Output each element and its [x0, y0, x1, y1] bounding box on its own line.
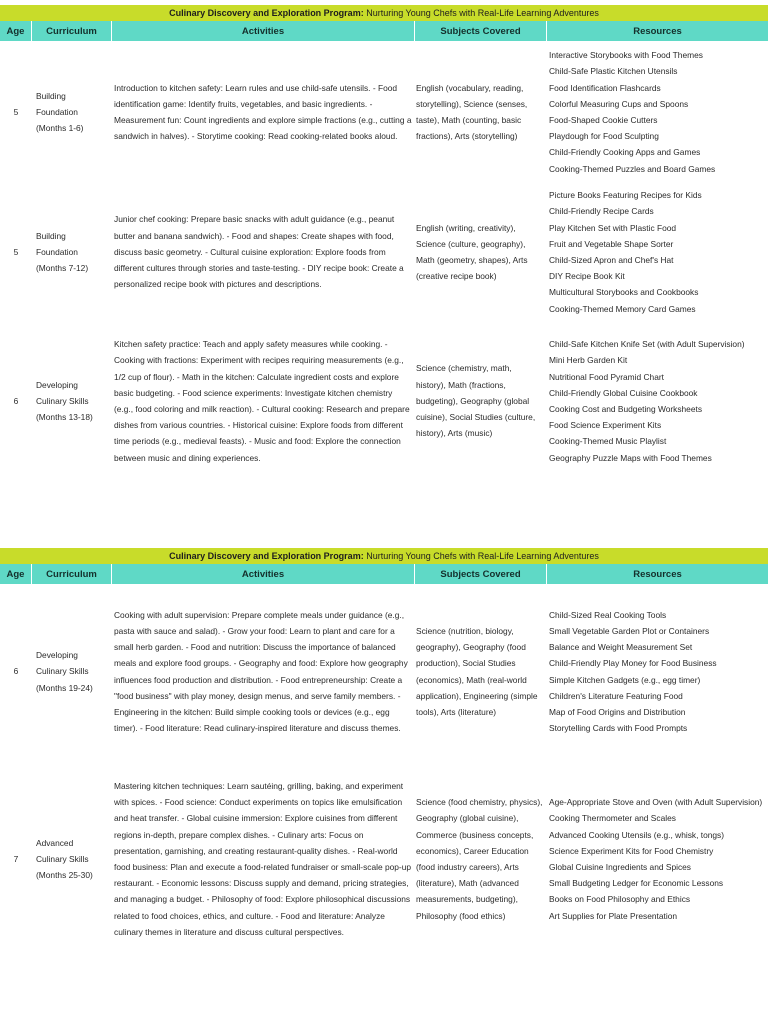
activities-cell: Introduction to kitchen safety: Learn rules and use child-safe utensils. - Food identification game: Identify fruits, vegetables, and basic ingredients. - Measurement fun: Count ingredients and explore simple fractions (e.g., cutting a sandwich in halves). - Storytime cooking: Read cooking-related books aloud. — [114, 82, 412, 142]
resources-cell — [547, 321, 768, 481]
subjects-cell: Science (chemistry, math, history), Math (fractions, budgeting), Geography (global cuisine), Social Studies (culture, history), Arts (music) — [416, 363, 536, 439]
curriculum-cell — [32, 183, 112, 321]
resource-item: Advanced Cooking Utensils (e.g., whisk, tongs) — [549, 829, 725, 840]
curriculum-line: Culinary Skills — [36, 395, 89, 406]
table-row — [0, 183, 768, 321]
header-row — [0, 21, 768, 41]
resource-item: Science Experiment Kits for Food Chemistry — [549, 845, 714, 856]
resource-item: Global Cuisine Ingredients and Spices — [549, 862, 691, 872]
resource-item: Picture Books Featuring Recipes for Kids — [549, 190, 702, 201]
curriculum-table — [0, 564, 768, 959]
subjects-cell: English (writing, creativity), Science (culture, geography), Math (geometry, shapes), Arts (creative recipe book) — [416, 222, 528, 282]
resources-cell — [547, 183, 768, 321]
resource-item: Child-Friendly Recipe Cards — [549, 206, 654, 217]
header-curriculum: Curriculum — [32, 21, 112, 41]
activities-cell: Cooking with adult supervision: Prepare complete meals under guidance (e.g., pasta with sauce and salad). - Grow your food: Learn to plant and care for a small herb garden. - Food and nutrition: Discuss the importance of balanced meals and explore food groups. - Geography and food: Explore how geography influences food production and distribution. - Food entrepreneurship: Create a "food business" with play money, design menus, and serve family members. - Engineering in the kitchen: Build simple cooking tools or devices (e.g., egg timer). - Food literature: Read culinary-inspired literature and discuss themes. — [114, 609, 408, 734]
header-activities: Activities — [112, 564, 415, 584]
resources-cell — [547, 584, 768, 759]
curriculum-line: Advanced — [36, 837, 74, 848]
resource-item: Food Science Experiment Kits — [549, 420, 662, 431]
curriculum-table — [0, 21, 768, 481]
age-cell: 5 — [13, 106, 19, 117]
resource-item: Small Vegetable Garden Plot or Containers — [549, 625, 710, 636]
resource-item: Art Supplies for Plate Presentation — [549, 910, 678, 921]
resource-item: Cooking Cost and Budgeting Worksheets — [549, 404, 703, 414]
curriculum-cell — [32, 41, 112, 183]
table-row — [0, 41, 768, 183]
resource-item: Storytelling Cards with Food Prompts — [549, 723, 688, 734]
resource-item: Children's Literature Featuring Food — [549, 690, 683, 701]
resource-item: Child-Friendly Cooking Apps and Games — [549, 147, 701, 158]
resources-cell — [547, 41, 768, 183]
resource-item: Mini Herb Garden Kit — [549, 355, 628, 366]
age-cell: 7 — [13, 853, 19, 864]
curriculum-line: (Months 13-18) — [36, 412, 93, 423]
resource-item: Small Budgeting Ledger for Economic Lessons — [549, 878, 724, 889]
curriculum-line: (Months 7-12) — [36, 263, 89, 274]
resource-item: DIY Recipe Book Kit — [549, 271, 625, 282]
resource-item: Food-Shaped Cookie Cutters — [549, 115, 658, 125]
curriculum-cell — [32, 759, 112, 959]
table-row — [0, 759, 768, 959]
curriculum-line: (Months 1-6) — [36, 123, 84, 134]
resource-item: Books on Food Philosophy and Ethics — [549, 894, 691, 905]
resource-item: Child-Safe Kitchen Knife Set (with Adult Supervision) — [549, 339, 745, 350]
resource-item: Cooking-Themed Music Playlist — [549, 436, 667, 447]
resource-item: Colorful Measuring Cups and Spoons — [549, 98, 689, 109]
curriculum-section-2 — [0, 548, 768, 959]
curriculum-line: (Months 19-24) — [36, 682, 93, 693]
curriculum-line: Developing — [36, 650, 78, 661]
curriculum-line: Developing — [36, 379, 78, 390]
resource-item: Play Kitchen Set with Plastic Food — [549, 222, 677, 233]
resources-cell — [547, 759, 768, 959]
resource-item: Child-Friendly Global Cuisine Cookbook — [549, 387, 698, 398]
program-title-bar — [0, 5, 768, 21]
age-cell: 5 — [13, 246, 19, 257]
resource-item: Child-Sized Apron and Chef's Hat — [549, 255, 674, 265]
curriculum-line: (Months 25-30) — [36, 870, 93, 881]
resource-item: Multicultural Storybooks and Cookbooks — [549, 287, 699, 298]
resource-item: Simple Kitchen Gadgets (e.g., egg timer) — [549, 674, 701, 685]
resource-item: Playdough for Food Sculpting — [549, 131, 659, 142]
activities-cell: Mastering kitchen techniques: Learn sautéing, grilling, baking, and experiment with spices. - Food science: Conduct experiments on topics like emulsification and heat transfer. - Global cuisine immersion: Explore cuisines from different regions in-depth, prepare complex dishes. - Culinary arts: Focus on presentation, garnishing, and creating restaurant-quality dishes. - Real-world food business: Plan and execute a food-related fundraiser or small-scale pop-up restaurant. - Economic lessons: Discuss supply and demand, pricing strategies, and managing a budget. - Philosophy of food: Explore philosophical discussions related to food choices, ethics, and culture. - Food and literature: Analyze culinary themes in literature and discuss cultural perspectives. — [114, 780, 412, 937]
curriculum-line: Foundation — [36, 246, 78, 257]
subjects-cell: Science (nutrition, biology, geography), Geography (food production), Social Studies (economics), Math (real-world application), Engineering (simple tools), Arts (literature) — [416, 625, 538, 717]
resource-item: Age-Appropriate Stove and Oven (with Adult Supervision) — [549, 797, 763, 808]
resource-item: Cooking-Themed Memory Card Games — [549, 303, 696, 314]
age-cell: 6 — [13, 666, 19, 677]
resource-item: Cooking-Themed Puzzles and Board Games — [549, 163, 716, 174]
curriculum-line: Building — [36, 230, 66, 241]
activities-cell: Junior chef cooking: Prepare basic snacks with adult guidance (e.g., peanut butter and banana sandwich). - Food and shapes: Create shapes with food, discuss basic geometry. - Cultural cuisine exploration: Explore foods from different cultures through stories and taste-testing. - DIY recipe book: Create a personalized recipe book with pictures and descriptions. — [114, 214, 404, 290]
header-age: Age — [0, 21, 32, 41]
program-title-rest: Nurturing Young Chefs with Real-Life Learning Adventures — [363, 551, 599, 561]
header-activities: Activities — [112, 21, 415, 41]
table-row — [0, 584, 768, 759]
header-resources: Resources — [547, 21, 768, 41]
header-age: Age — [0, 564, 32, 584]
resource-item: Food Identification Flashcards — [549, 82, 661, 93]
header-resources: Resources — [547, 564, 768, 584]
subjects-cell: Science (food chemistry, physics), Geography (global cuisine), Commerce (business concepts, economics), Career Education (food industry careers), Arts (literature), Math (advanced measurements, budgeting), Philosophy (food ethics) — [416, 797, 543, 921]
header-curriculum: Curriculum — [32, 564, 112, 584]
activities-cell: Kitchen safety practice: Teach and apply safety measures while cooking. - Cooking with fractions: Experiment with recipes requiring measurements (e.g., 1/2 cup of flour). - Math in the kitchen: Calculate ingredient costs and explore basic budgeting. - Food science experiments: Investigate kitchen chemistry (e.g., food coloring and milk reaction). - Cultural cooking: Research and prepare dishes from various countries. - Historical cuisine: Explore foods from different time periods (e.g., medieval feasts). - Music and food: Explore the connection between music and dining experiences. — [114, 339, 410, 463]
program-title-rest: Nurturing Young Chefs with Real-Life Learning Adventures — [363, 8, 599, 18]
resource-item: Child-Friendly Play Money for Food Business — [549, 658, 717, 669]
resource-item: Child-Safe Plastic Kitchen Utensils — [549, 66, 678, 77]
resource-item: Cooking Thermometer and Scales — [549, 813, 676, 824]
table-row — [0, 321, 768, 481]
header-subjects: Subjects Covered — [415, 21, 547, 41]
resource-item: Geography Puzzle Maps with Food Themes — [549, 452, 712, 463]
curriculum-line: Building — [36, 90, 66, 101]
resource-item: Nutritional Food Pyramid Chart — [549, 371, 664, 382]
subjects-cell: English (vocabulary, reading, storytelling), Science (senses, taste), Math (counting, basic fractions), Arts (storytelling) — [416, 82, 528, 142]
curriculum-cell — [32, 584, 112, 759]
curriculum-line: Culinary Skills — [36, 853, 89, 864]
resource-item: Child-Sized Real Cooking Tools — [549, 609, 667, 620]
program-title-bar — [0, 548, 768, 564]
resource-item: Fruit and Vegetable Shape Sorter — [549, 238, 674, 249]
resource-item: Interactive Storybooks with Food Themes — [549, 50, 703, 61]
age-cell: 6 — [13, 395, 19, 406]
header-row — [0, 564, 768, 584]
resource-item: Map of Food Origins and Distribution — [549, 706, 686, 717]
curriculum-section-1 — [0, 5, 768, 481]
curriculum-line: Culinary Skills — [36, 666, 89, 677]
program-title-bold: Culinary Discovery and Exploration Program: — [169, 551, 364, 561]
header-subjects: Subjects Covered — [415, 564, 547, 584]
curriculum-cell — [32, 321, 112, 481]
resource-item: Balance and Weight Measurement Set — [549, 642, 693, 653]
curriculum-line: Foundation — [36, 106, 78, 117]
program-title-bold: Culinary Discovery and Exploration Program: — [169, 8, 364, 18]
